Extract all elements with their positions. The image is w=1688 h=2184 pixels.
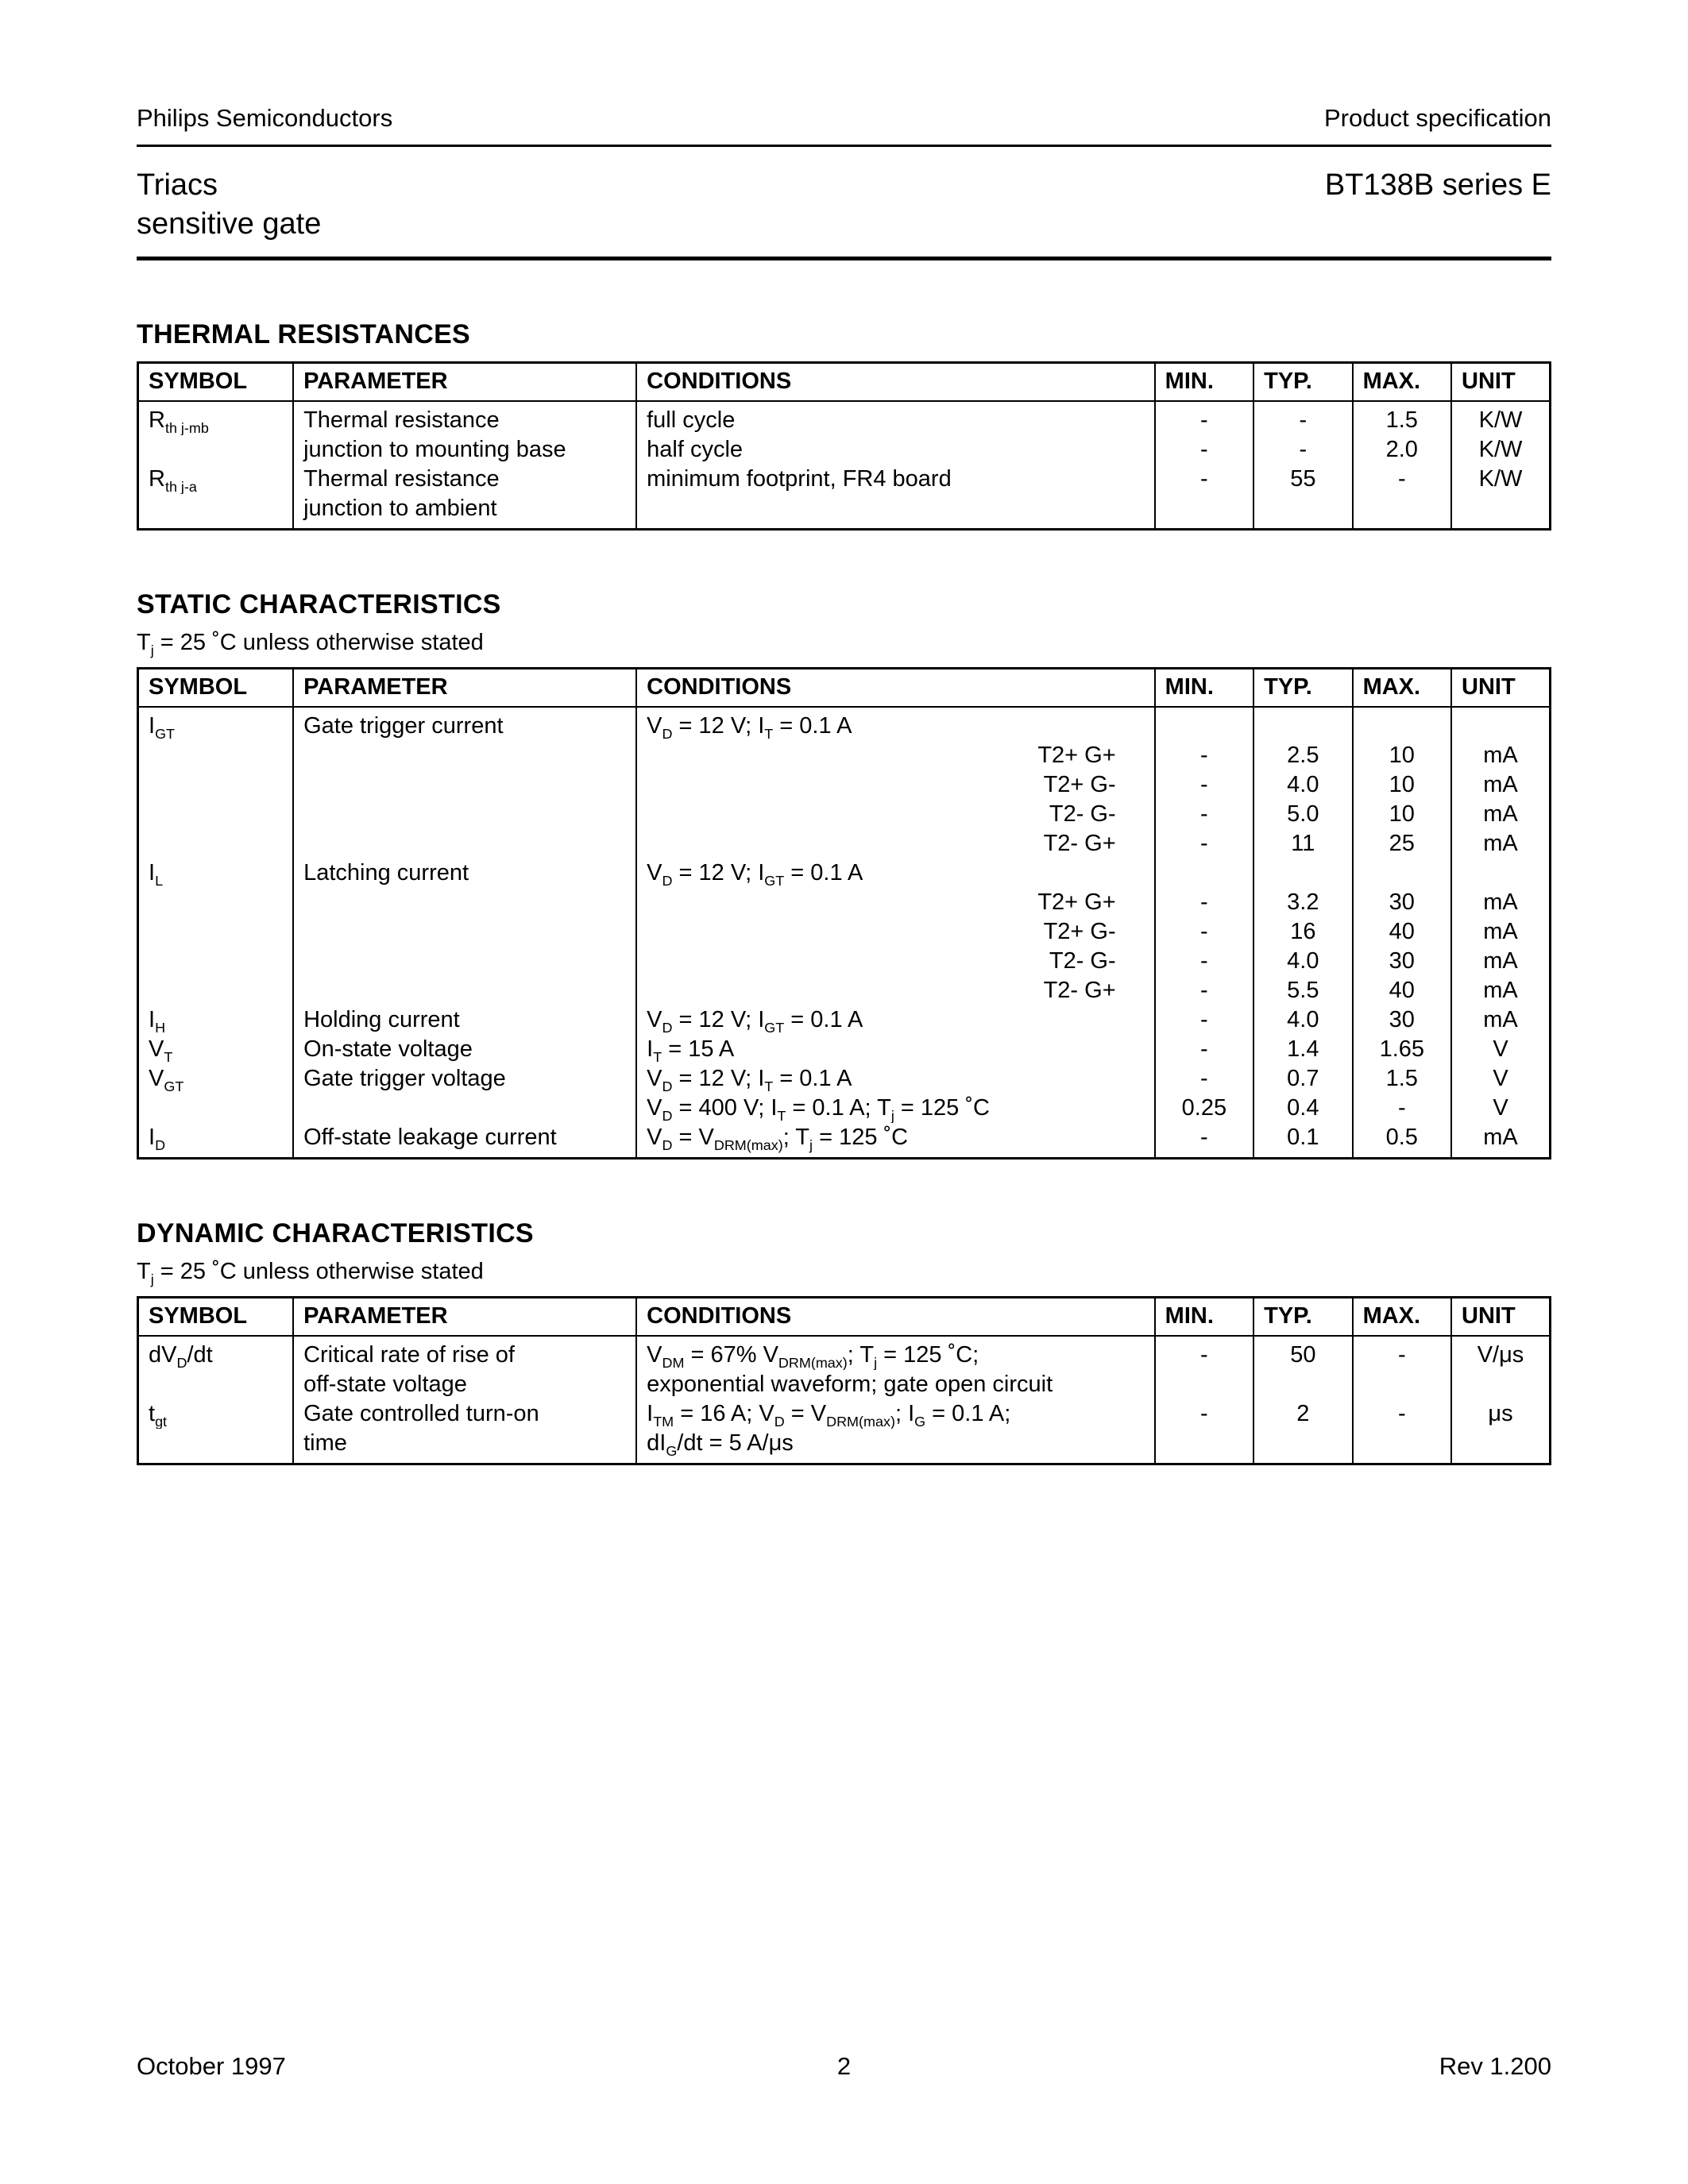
cell-typ: 1.4 [1253, 1035, 1352, 1064]
cell-symbol: $dV_D/dt$ [149, 1342, 213, 1370]
cell-symbol [138, 947, 294, 976]
table-row [138, 1123, 1551, 1159]
table-row [138, 1094, 1551, 1123]
cell-unit: mA [1451, 947, 1550, 976]
table-row [138, 917, 1551, 947]
cell-symbol: $R_{th j-mb}$ [149, 407, 209, 435]
cell-min: - [1155, 435, 1253, 465]
section-title-static: STATIC CHARACTERISTICS [137, 589, 501, 619]
cell-symbol [138, 829, 294, 859]
table-row [138, 401, 1551, 435]
cell-unit: mA [1451, 770, 1550, 800]
section-title-thermal: THERMAL RESISTANCES [137, 319, 471, 349]
temperature-note-static: $T_j = 25$ ˚C unless otherwise stated [137, 630, 484, 658]
cell-conditions: exponential waveform; gate open circuit [636, 1370, 1155, 1399]
cell-max: - [1353, 1336, 1451, 1370]
cell-typ: 4.0 [1253, 1005, 1352, 1035]
column-header-unit: UNIT [1451, 363, 1550, 402]
table-row [138, 741, 1551, 770]
page-number: 2 [836, 2052, 852, 2080]
cell-min: - [1155, 976, 1253, 1005]
cell-parameter [293, 770, 636, 800]
table-row [138, 494, 1551, 530]
cell-conditions: T2- G- [636, 800, 1155, 829]
cell-min: - [1155, 1123, 1253, 1159]
table-row [138, 1035, 1551, 1064]
cell-typ: 0.4 [1253, 1094, 1352, 1123]
column-header-min: MIN. [1155, 363, 1253, 402]
cell-max [1353, 1429, 1451, 1464]
table-row [138, 707, 1551, 741]
cell-parameter [293, 976, 636, 1005]
cell-symbol: $I_H$ [149, 1007, 166, 1035]
cell-min: - [1155, 1399, 1253, 1429]
cell-min [1155, 1370, 1253, 1399]
table-row [138, 800, 1551, 829]
page-footer [137, 2052, 1551, 2081]
cell-max: - [1353, 1094, 1451, 1123]
cell-max: - [1353, 1399, 1451, 1429]
cell-min: 0.25 [1155, 1094, 1253, 1123]
cell-conditions: T2- G+ [636, 976, 1155, 1005]
cell-parameter [293, 741, 636, 770]
cell-symbol [138, 888, 294, 917]
table-row [138, 465, 1551, 494]
temperature-note-dynamic: $T_j = 25$ ˚C unless otherwise stated [137, 1259, 484, 1287]
cell-symbol: $V_T$ [149, 1036, 173, 1064]
footer-date: October 1997 [137, 2052, 286, 2080]
cell-parameter: Thermal resistance [293, 465, 636, 494]
cell-unit [1451, 859, 1550, 888]
cell-max: 10 [1353, 770, 1451, 800]
cell-parameter: Latching current [293, 859, 636, 888]
cell-conditions [636, 494, 1155, 530]
cell-conditions: $I_{TM} = 16$ A; $V_D = V_{DRM(max)}$; $I_G = 0.1$ A; [636, 1399, 1155, 1429]
cell-parameter: Thermal resistance [293, 401, 636, 435]
cell-parameter: Off-state leakage current [293, 1123, 636, 1159]
cell-parameter: Gate controlled turn-on [293, 1399, 636, 1429]
cell-parameter [293, 829, 636, 859]
table-row [138, 770, 1551, 800]
cell-symbol [138, 976, 294, 1005]
cell-typ: 5.5 [1253, 976, 1352, 1005]
cell-min: - [1155, 1035, 1253, 1064]
cell-conditions: full cycle [636, 401, 1155, 435]
cell-max: 30 [1353, 947, 1451, 976]
table-row [138, 947, 1551, 976]
column-header-min: MIN. [1155, 1298, 1253, 1337]
cell-unit [1451, 1429, 1550, 1464]
cell-symbol [138, 1429, 294, 1464]
cell-max: 2.0 [1353, 435, 1451, 465]
cell-parameter: Holding current [293, 1005, 636, 1035]
cell-unit: mA [1451, 800, 1550, 829]
table-row [138, 435, 1551, 465]
cell-typ: 2.5 [1253, 741, 1352, 770]
cell-max [1353, 1370, 1451, 1399]
cell-conditions: $V_D = 400$ V; $I_T = 0.1$ A; $T_j = 125$ ˚C [636, 1094, 1155, 1123]
cell-conditions: $I_T = 15$ A [636, 1035, 1155, 1064]
cell-symbol [138, 494, 294, 530]
cell-max: 1.5 [1353, 1064, 1451, 1094]
cell-unit [1451, 494, 1550, 530]
cell-parameter: Gate trigger current [293, 707, 636, 741]
cell-min: - [1155, 465, 1253, 494]
thermal-table [137, 361, 1551, 531]
title-line-2: sensitive gate [137, 207, 322, 241]
column-header-max: MAX. [1353, 669, 1451, 708]
cell-parameter [293, 1094, 636, 1123]
cell-unit: K/W [1451, 465, 1550, 494]
table-row [138, 1429, 1551, 1464]
cell-parameter: junction to mounting base [293, 435, 636, 465]
table-row [138, 1005, 1551, 1035]
cell-max: 1.5 [1353, 401, 1451, 435]
cell-unit: V/μs [1451, 1336, 1550, 1370]
cell-symbol: $I_L$ [149, 860, 164, 888]
cell-typ: 55 [1253, 465, 1352, 494]
cell-conditions: $V_D = 12$ V; $I_{GT} = 0.1$ A [636, 1005, 1155, 1035]
spec-type-label: Product specification [1323, 104, 1551, 132]
column-header-typ: TYP. [1253, 669, 1352, 708]
column-header-symbol: SYMBOL [138, 363, 294, 402]
cell-typ [1253, 494, 1352, 530]
page-header [137, 103, 1551, 133]
cell-max: 0.5 [1353, 1123, 1451, 1159]
column-header-min: MIN. [1155, 669, 1253, 708]
column-header-unit: UNIT [1451, 1298, 1550, 1337]
cell-symbol: $t_{gt}$ [149, 1401, 168, 1429]
cell-max: 25 [1353, 829, 1451, 859]
cell-min: - [1155, 888, 1253, 917]
cell-symbol [138, 741, 294, 770]
column-header-conditions: CONDITIONS [636, 363, 1155, 402]
table-header-row [138, 1298, 1551, 1337]
table-row [138, 1064, 1551, 1094]
document-title [137, 166, 321, 244]
column-header-typ: TYP. [1253, 1298, 1352, 1337]
table-row [138, 888, 1551, 917]
cell-unit: μs [1451, 1399, 1550, 1429]
cell-conditions: $V_{DM} = 67\%$ $V_{DRM(max)}$; $T_j = 125$ ˚C; [636, 1336, 1155, 1370]
column-header-unit: UNIT [1451, 669, 1550, 708]
cell-min: - [1155, 829, 1253, 859]
cell-parameter: junction to ambient [293, 494, 636, 530]
cell-min [1155, 494, 1253, 530]
column-header-parameter: PARAMETER [293, 669, 636, 708]
cell-conditions: T2- G+ [636, 829, 1155, 859]
cell-max: 30 [1353, 888, 1451, 917]
cell-min: - [1155, 800, 1253, 829]
cell-max: - [1353, 465, 1451, 494]
section-title-dynamic: DYNAMIC CHARACTERISTICS [137, 1218, 534, 1248]
cell-symbol [138, 435, 294, 465]
cell-min: - [1155, 741, 1253, 770]
cell-symbol [138, 1094, 294, 1123]
column-header-conditions: CONDITIONS [636, 1298, 1155, 1337]
cell-max: 30 [1353, 1005, 1451, 1035]
table-header-row [138, 363, 1551, 402]
cell-unit: mA [1451, 917, 1550, 947]
cell-unit: V [1451, 1064, 1550, 1094]
cell-parameter: Critical rate of rise of [293, 1336, 636, 1370]
cell-max: 40 [1353, 976, 1451, 1005]
publisher-name: Philips Semiconductors [137, 104, 393, 132]
cell-max [1353, 494, 1451, 530]
table-row [138, 1370, 1551, 1399]
cell-symbol [138, 770, 294, 800]
column-header-symbol: SYMBOL [138, 1298, 294, 1337]
column-header-conditions: CONDITIONS [636, 669, 1155, 708]
cell-typ: 16 [1253, 917, 1352, 947]
cell-max: 10 [1353, 741, 1451, 770]
cell-typ: 50 [1253, 1336, 1352, 1370]
cell-conditions: $dI_G/dt = 5$ A/μs [636, 1429, 1155, 1464]
cell-typ: 5.0 [1253, 800, 1352, 829]
cell-typ: 11 [1253, 829, 1352, 859]
cell-conditions: $V_D = V_{DRM(max)}$; $T_j = 125$ ˚C [636, 1123, 1155, 1159]
cell-unit: mA [1451, 1005, 1550, 1035]
cell-conditions: $V_D = 12$ V; $I_{GT} = 0.1$ A [636, 859, 1155, 888]
cell-unit: mA [1451, 888, 1550, 917]
cell-min [1155, 859, 1253, 888]
cell-min: - [1155, 1064, 1253, 1094]
cell-min: - [1155, 1005, 1253, 1035]
cell-typ [1253, 859, 1352, 888]
column-header-parameter: PARAMETER [293, 363, 636, 402]
cell-conditions: T2+ G- [636, 917, 1155, 947]
cell-typ: 4.0 [1253, 947, 1352, 976]
cell-conditions: half cycle [636, 435, 1155, 465]
title-block [137, 166, 1551, 244]
cell-max: 10 [1353, 800, 1451, 829]
column-header-max: MAX. [1353, 363, 1451, 402]
cell-symbol: $R_{th j-a}$ [149, 466, 197, 494]
cell-conditions: T2+ G+ [636, 741, 1155, 770]
table-row [138, 1399, 1551, 1429]
cell-min [1155, 1429, 1253, 1464]
cell-min: - [1155, 770, 1253, 800]
column-header-typ: TYP. [1253, 363, 1352, 402]
revision-label: Rev 1.200 [1439, 2052, 1552, 2080]
cell-unit [1451, 1370, 1550, 1399]
cell-typ: 4.0 [1253, 770, 1352, 800]
cell-max [1353, 859, 1451, 888]
cell-conditions: $V_D = 12$ V; $I_T = 0.1$ A [636, 707, 1155, 741]
cell-unit: V [1451, 1094, 1550, 1123]
cell-parameter: off-state voltage [293, 1370, 636, 1399]
cell-min [1155, 707, 1253, 741]
cell-typ: 2 [1253, 1399, 1352, 1429]
cell-parameter: On-state voltage [293, 1035, 636, 1064]
table-row [138, 976, 1551, 1005]
table-row [138, 1336, 1551, 1370]
cell-min: - [1155, 947, 1253, 976]
cell-symbol [138, 1370, 294, 1399]
cell-parameter: time [293, 1429, 636, 1464]
cell-typ: - [1253, 401, 1352, 435]
static-table [137, 667, 1551, 1160]
cell-unit: K/W [1451, 435, 1550, 465]
cell-parameter [293, 917, 636, 947]
cell-parameter [293, 947, 636, 976]
cell-min: - [1155, 917, 1253, 947]
column-header-parameter: PARAMETER [293, 1298, 636, 1337]
cell-unit: mA [1451, 1123, 1550, 1159]
cell-symbol [138, 800, 294, 829]
cell-symbol: $I_{GT}$ [149, 713, 176, 741]
part-number: BT138B series E [1324, 168, 1551, 202]
cell-typ [1253, 707, 1352, 741]
title-rule [137, 257, 1551, 260]
cell-max [1353, 707, 1451, 741]
dynamic-table [137, 1296, 1551, 1465]
table-row [138, 859, 1551, 888]
cell-min: - [1155, 401, 1253, 435]
cell-max: 1.65 [1353, 1035, 1451, 1064]
cell-unit: mA [1451, 829, 1550, 859]
cell-conditions: $V_D = 12$ V; $I_T = 0.1$ A [636, 1064, 1155, 1094]
cell-unit: mA [1451, 976, 1550, 1005]
cell-symbol: $V_{GT}$ [149, 1066, 184, 1094]
table-header-row [138, 669, 1551, 708]
column-header-symbol: SYMBOL [138, 669, 294, 708]
cell-parameter [293, 800, 636, 829]
title-line-1: Triacs [137, 168, 218, 202]
cell-conditions: T2+ G- [636, 770, 1155, 800]
cell-typ: - [1253, 435, 1352, 465]
cell-typ: 0.1 [1253, 1123, 1352, 1159]
cell-unit: mA [1451, 741, 1550, 770]
cell-unit [1451, 707, 1550, 741]
cell-unit: V [1451, 1035, 1550, 1064]
cell-typ [1253, 1370, 1352, 1399]
cell-conditions: T2+ G+ [636, 888, 1155, 917]
cell-typ: 0.7 [1253, 1064, 1352, 1094]
cell-parameter [293, 888, 636, 917]
header-rule [137, 145, 1551, 147]
table-row [138, 829, 1551, 859]
cell-conditions: T2- G- [636, 947, 1155, 976]
cell-symbol: $I_D$ [149, 1125, 166, 1153]
cell-symbol [138, 917, 294, 947]
cell-min: - [1155, 1336, 1253, 1370]
cell-max: 40 [1353, 917, 1451, 947]
cell-typ [1253, 1429, 1352, 1464]
cell-typ: 3.2 [1253, 888, 1352, 917]
cell-parameter: Gate trigger voltage [293, 1064, 636, 1094]
column-header-max: MAX. [1353, 1298, 1451, 1337]
cell-conditions: minimum footprint, FR4 board [636, 465, 1155, 494]
cell-unit: K/W [1451, 401, 1550, 435]
